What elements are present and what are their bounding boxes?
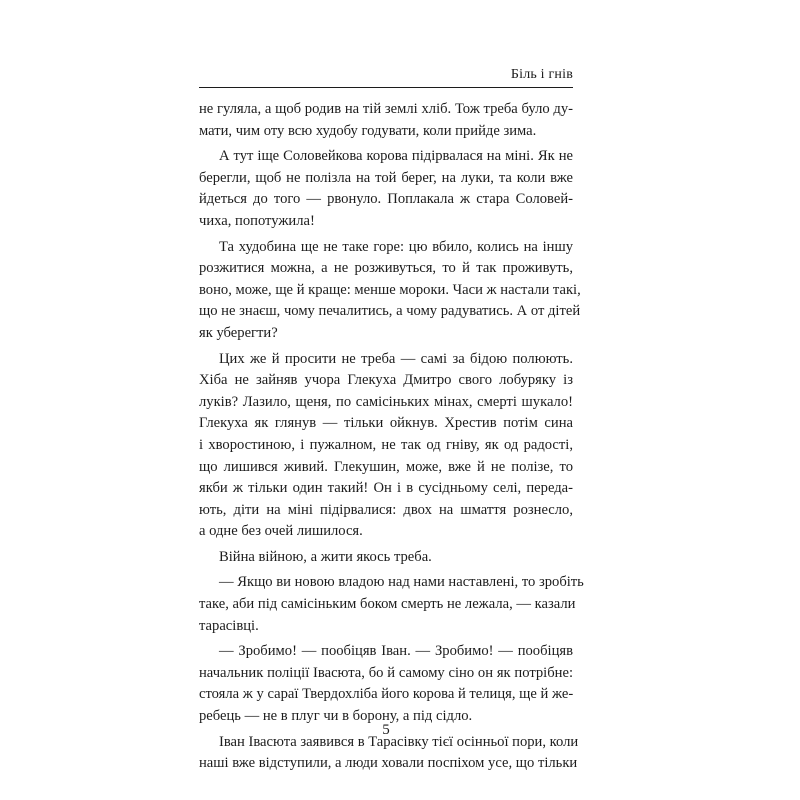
- page-number: 5: [382, 722, 390, 738]
- text-line: що не знаєш, чому печалитись, а чому радуватись. А от дітей: [199, 303, 581, 320]
- paragraph: [199, 547, 573, 569]
- text-line: і хворостиною, і пужалном, не так од гніву, як од радості,: [199, 436, 573, 453]
- paragraph: [199, 99, 573, 142]
- running-head-title: Біль і гнів: [510, 67, 573, 82]
- text-line: стояла ж у сараї Твердохліба його корова й телиця, ще й же-: [199, 686, 574, 703]
- paragraph: [199, 641, 573, 727]
- text-line: що лишився живий. Глекушин, може, вже й не полізе, то: [199, 458, 573, 475]
- text-line: тарасівці.: [199, 617, 259, 634]
- text-line: Цих же й просити не треба — самі за бідою полюють.: [219, 350, 573, 367]
- body-text: [199, 99, 584, 779]
- text-line: ребець — не в плуг чи в борону, а під сідло.: [199, 708, 473, 725]
- text-line: — Якщо ви новою владою над нами наставлені, то зробіть: [219, 574, 584, 591]
- text-line: не гуляла, а щоб родив на тій землі хліб. Тож треба було ду-: [199, 101, 573, 117]
- text-line: Та худобина ще не таке горе: цю вбило, колись на іншу: [219, 238, 573, 255]
- text-line: луків? Лазило, щеня, по самісіньких мінах, смерті шукало!: [199, 393, 573, 410]
- text-line: Іван Івасюта заявився в Тарасівку тієї осінньої пори, коли: [219, 733, 579, 750]
- text-line: берегли, щоб не полізла на той берег, на луки, та коли вже: [199, 169, 573, 186]
- text-line: як уберегти?: [199, 324, 278, 341]
- text-line: Хіба не зайняв учора Глекуха Дмитро свого лобуряку із: [199, 372, 573, 389]
- text-line: розжитися можна, а не розживуться, то й так проживуть,: [199, 260, 573, 277]
- text-line: а одне без очей лишилося.: [199, 523, 363, 540]
- text-line: таке, аби під самісіньким боком смерть не лежала, — казали: [199, 596, 576, 613]
- text-line: мати, чим оту всю худобу годувати, коли прийде зима.: [199, 122, 537, 139]
- text-line: Війна війною, а жити якось треба.: [219, 548, 432, 565]
- text-line: начальник поліції Івасюта, бо й самому сіно он як потрібне:: [199, 664, 573, 681]
- paragraph: [199, 237, 581, 345]
- text-line: воно, може, ще й краще: менше мороки. Часи ж настали такі,: [199, 281, 581, 298]
- text-line: чиха, попотужила!: [199, 212, 315, 229]
- text-line: ють, діти на міні підірвалися: двох на шмаття рознесло,: [199, 501, 573, 518]
- text-line: Глекуха як глянув — тільки ойкнув. Хрестив потім сина: [199, 415, 573, 432]
- header-rule: [199, 87, 573, 88]
- paragraph: [199, 146, 573, 232]
- text-line: — Зробимо! — пообіцяв Іван. — Зробимо! — пообіцяв: [219, 643, 573, 660]
- paragraph: [199, 572, 584, 637]
- text-line: якби ж тільки один такий! Он і в сусідньому селі, переда-: [199, 480, 573, 497]
- text-line: А тут іще Соловейкова корова підірвалася на міні. Як не: [219, 148, 573, 165]
- paragraph: [199, 349, 573, 543]
- text-line: йдеться до того — рвонуло. Поплакала ж стара Соловей-: [199, 191, 573, 208]
- text-line: наші вже відступили, а люди ховали поспіхом усе, що тільки: [199, 755, 578, 772]
